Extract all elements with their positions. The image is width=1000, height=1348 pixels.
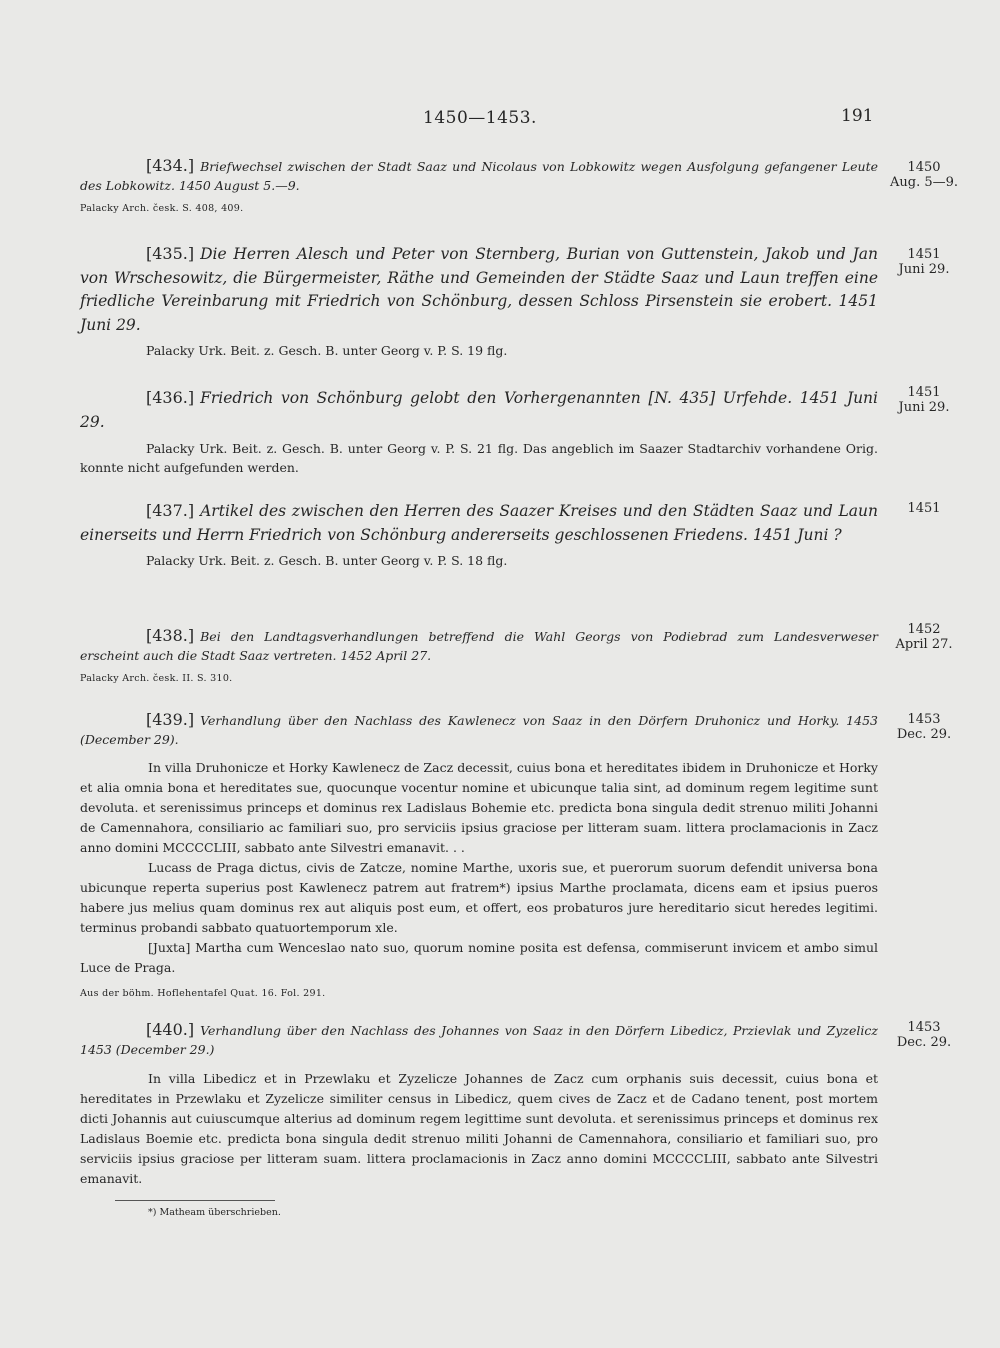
entry-437 bbox=[80, 499, 878, 568]
margin-year: 1451 bbox=[907, 501, 941, 516]
margin-date-434 bbox=[884, 160, 964, 190]
margin-date-440 bbox=[884, 1020, 964, 1050]
margin-year: 1451 bbox=[907, 385, 941, 400]
page-number: 191 bbox=[841, 106, 874, 126]
entry-title-text: Bei den Landtagsverhandlungen betreffend die Wahl Georgs von Podiebrad zum Landesverweser erscheint auch die Stadt Saaz vertreten. 1452 April 27. bbox=[80, 629, 878, 663]
entry-title bbox=[80, 499, 878, 547]
entry-title-text: Verhandlung über den Nachlass des Kawlenecz von Saaz in den Dörfern Druhonicz und Horky. 1453 (December 29). bbox=[80, 713, 878, 747]
margin-day: Juni 29. bbox=[898, 262, 950, 277]
entry-440 bbox=[80, 1020, 878, 1189]
margin-date-437 bbox=[884, 501, 964, 516]
entry-number: [438.] bbox=[146, 626, 195, 645]
entry-title bbox=[80, 710, 878, 749]
margin-day: Dec. 29. bbox=[896, 727, 952, 742]
running-header-range: 1450—1453. bbox=[423, 108, 537, 128]
footnote: *) Matheam überschrieben. bbox=[148, 1207, 281, 1218]
entry-title bbox=[80, 386, 878, 434]
margin-year: 1452 bbox=[907, 622, 941, 637]
entry-body-paragraph: In villa Druhonicze et Horky Kawlenecz de Zacz decessit, cuius bona et hereditates ibidem in Druhonicze et Horky et alia omnia bona et hereditates sue, quocunque vocentur nomine et ubicunque talia sint, ad dominum regem legitime sunt devoluta. et serenissimus princeps et dominus rex Ladislaus Bohemie etc. predicta bona singula dedit strenuo militi Johanni de Camennahora, consiliario ac familiari suo, pro serviciis ipsius graciose per litteram suam. littera proclamacionis in Zacz anno domini MCCCCLIII, sabbato ante Silvestri emanavit. . . bbox=[80, 760, 878, 855]
margin-day: April 27. bbox=[895, 637, 953, 652]
margin-day: Aug. 5—9. bbox=[889, 175, 959, 190]
margin-day: Dec. 29. bbox=[896, 1035, 952, 1050]
entry-source: Aus der böhm. Hoflehentafel Quat. 16. Fol. 291. bbox=[80, 988, 326, 999]
entry-title-text: Die Herren Alesch und Peter von Sternberg, Burian von Guttenstein, Jakob und Jan von Wrschesowitz, die Bürgermeister, Räthe und Gemeinden der Städte Saaz und Laun treffen eine friedliche Vereinbarung mit Friedrich von Schönburg, dessen Schloss Pirsenstein sie erobert. 1451 Juni 29. bbox=[80, 245, 878, 334]
entry-source: Palacky Urk. Beit. z. Gesch. B. unter Georg v. P. S. 18 flg. bbox=[146, 553, 508, 568]
entry-title-text: Briefwechsel zwischen der Stadt Saaz und Nicolaus von Lobkowitz wegen Ausfolgung gefangener Leute des Lobkowitz. 1450 August 5.—9. bbox=[80, 159, 878, 193]
entry-number: [440.] bbox=[146, 1020, 195, 1039]
entry-436 bbox=[80, 386, 878, 477]
footnote-divider bbox=[115, 1200, 275, 1201]
entry-title-text: Friedrich von Schönburg gelobt den Vorhergenannten [N. 435] Urfehde. 1451 Juni 29. bbox=[80, 389, 878, 431]
entry-title bbox=[80, 156, 878, 195]
entry-source: Palacky Arch. česk. II. S. 310. bbox=[80, 673, 233, 684]
entry-title bbox=[80, 1020, 878, 1059]
entry-title bbox=[80, 626, 878, 665]
margin-year: 1453 bbox=[907, 712, 941, 727]
margin-date-438 bbox=[884, 622, 964, 652]
entry-title bbox=[80, 242, 878, 337]
entry-438 bbox=[80, 626, 878, 684]
margin-year: 1451 bbox=[907, 247, 941, 262]
entry-body-paragraph: In villa Libedicz et in Przewlaku et Zyzelicze Johannes de Zacz cum orphanis suis decessit, cuius bona et hereditates in Przewlaku et Zyzelicze similiter census in Libedicz, quem cives de Zacz et de Cadano tenent, post mortem dicti Johannis aut cuiuscumque alterius ad dominum regem legittime sunt devoluta. et serenissimus princeps et dominus rex Ladislaus Boemie etc. predicta bona singula dedit strenuo militi Johanni de Camennahora, consiliario et familiari suo, pro serviciis ipsius graciose per litteram suam. littera proclamacionis in Zacz anno domini MCCCCLIII, sabbato ante Silvestri emanavit. bbox=[80, 1071, 878, 1186]
entry-title-text: Artikel des zwischen den Herren des Saazer Kreises und den Städten Saaz und Laun einerseits und Herrn Friedrich von Schönburg andererseits geschlossenen Friedens. 1451 Juni ? bbox=[80, 502, 878, 544]
entry-number: [439.] bbox=[146, 710, 195, 729]
entry-435 bbox=[80, 242, 878, 358]
entry-body-paragraph: Lucass de Praga dictus, civis de Zatcze, nomine Marthe, uxoris sue, et puerorum suorum defendit universa bona ubicunque reperta superius post Kawlenecz patrem aut fratrem*) ipsius Marthe proclamata, dicens eam et ipsius pueros habere jus melius quam dominus rex aut aliquis post eum, et offert, eos probaturos jure hereditario sicut heredes legitimi. terminus probandi sabbato quatuortemporum xle. bbox=[80, 860, 878, 935]
entry-number: [437.] bbox=[146, 501, 195, 520]
margin-date-436 bbox=[884, 385, 964, 415]
margin-year: 1453 bbox=[907, 1020, 941, 1035]
entry-source: Palacky Urk. Beit. z. Gesch. B. unter Georg v. P. S. 21 flg. Das angeblich im Saazer Stadtarchiv vorhandene Orig. konnte nicht aufgefunden werden. bbox=[80, 441, 878, 475]
entry-title-text: Verhandlung über den Nachlass des Johannes von Saaz in den Dörfern Libedicz, Przievlak und Zyzelicz 1453 (December 29.) bbox=[80, 1023, 878, 1057]
entry-number: [434.] bbox=[146, 156, 195, 175]
entry-439 bbox=[80, 710, 878, 999]
entry-source: Palacky Arch. česk. S. 408, 409. bbox=[80, 203, 244, 214]
entry-number: [436.] bbox=[146, 388, 195, 407]
margin-date-435 bbox=[884, 247, 964, 277]
margin-year: 1450 bbox=[907, 160, 941, 175]
entry-434 bbox=[80, 156, 878, 214]
entry-body-paragraph: [Juxta] Martha cum Wenceslao nato suo, quorum nomine posita est defensa, commiserunt invicem et ambo simul Luce de Praga. bbox=[80, 940, 878, 975]
entry-source: Palacky Urk. Beit. z. Gesch. B. unter Georg v. P. S. 19 flg. bbox=[146, 343, 508, 358]
margin-date-439 bbox=[884, 712, 964, 742]
margin-day: Juni 29. bbox=[898, 400, 950, 415]
entry-number: [435.] bbox=[146, 244, 195, 263]
